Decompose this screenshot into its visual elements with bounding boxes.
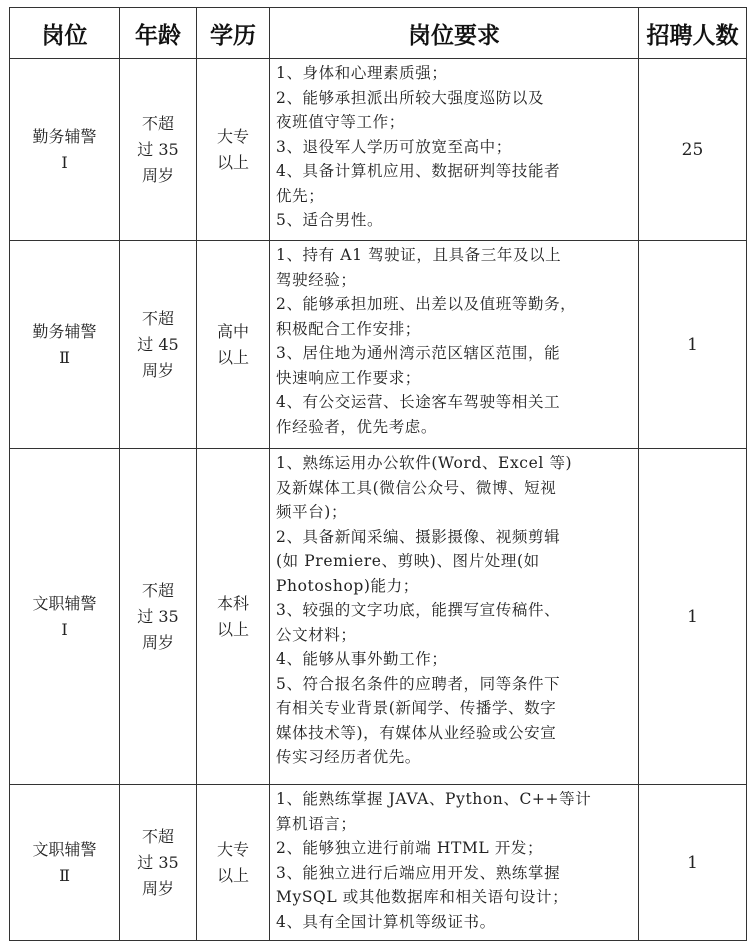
table-row [10, 785, 747, 941]
requirements-cell: 1、能熟练掌握 JAVA、Python、C++等计 算机语言； 2、能够独立进行前端 HTML 开发； 3、能独立进行后端应用开发、熟练掌握 MySQL 或其他数据库和相关语句设计； 4、具有全国计算机等级证书。 [270, 785, 639, 941]
age-cell: 不超 过 45 周岁 [120, 241, 197, 449]
education-cell: 大专 以上 [197, 785, 270, 941]
header-requirements: 岗位要求 [270, 8, 639, 59]
header-position: 岗位 [10, 8, 120, 59]
position-cell: 勤务辅警 Ⅰ [10, 59, 120, 241]
header-age: 年龄 [120, 8, 197, 59]
education-cell: 高中 以上 [197, 241, 270, 449]
education-cell: 大专 以上 [197, 59, 270, 241]
position-cell: 勤务辅警 Ⅱ [10, 241, 120, 449]
header-row [10, 8, 747, 59]
position-cell: 文职辅警 Ⅱ [10, 785, 120, 941]
header-count: 招聘人数 [639, 8, 747, 59]
requirements-cell: 1、身体和心理素质强； 2、能够承担派出所较大强度巡防以及 夜班值守等工作； 3、退役军人学历可放宽至高中； 4、具备计算机应用、数据研判等技能者 优先； 5、适合男性。 [270, 59, 639, 241]
recruitment-table [9, 7, 747, 941]
requirements-cell: 1、持有 A1 驾驶证，且具备三年及以上 驾驶经验； 2、能够承担加班、出差以及值班等勤务， 积极配合工作安排； 3、居住地为通州湾示范区辖区范围，能 快速响应工作要求； 4、有公交运营、长途客车驾驶等相关工 作经验者，优先考虑。 [270, 241, 639, 449]
table-row [10, 241, 747, 449]
table-row [10, 449, 747, 785]
count-cell: 1 [639, 449, 747, 785]
header-education: 学历 [197, 8, 270, 59]
requirements-cell: 1、熟练运用办公软件(Word、Excel 等) 及新媒体工具(微信公众号、微博、短视 频平台)； 2、具备新闻采编、摄影摄像、视频剪辑 (如 Premiere、剪映)、图片处理(如 Photoshop)能力； 3、较强的文字功底，能撰写宣传稿件、 公文材料； 4、能够从事外勤工作； 5、符合报名条件的应聘者，同等条件下 有相关专业背景(新闻学、传播学、数字 媒体技术等)，有媒体从业经验或公安宣 传实习经历者优先。 [270, 449, 639, 785]
count-cell: 25 [639, 59, 747, 241]
count-cell: 1 [639, 785, 747, 941]
count-cell: 1 [639, 241, 747, 449]
age-cell: 不超 过 35 周岁 [120, 59, 197, 241]
age-cell: 不超 过 35 周岁 [120, 785, 197, 941]
education-cell: 本科 以上 [197, 449, 270, 785]
table-row [10, 59, 747, 241]
age-cell: 不超 过 35 周岁 [120, 449, 197, 785]
position-cell: 文职辅警 Ⅰ [10, 449, 120, 785]
